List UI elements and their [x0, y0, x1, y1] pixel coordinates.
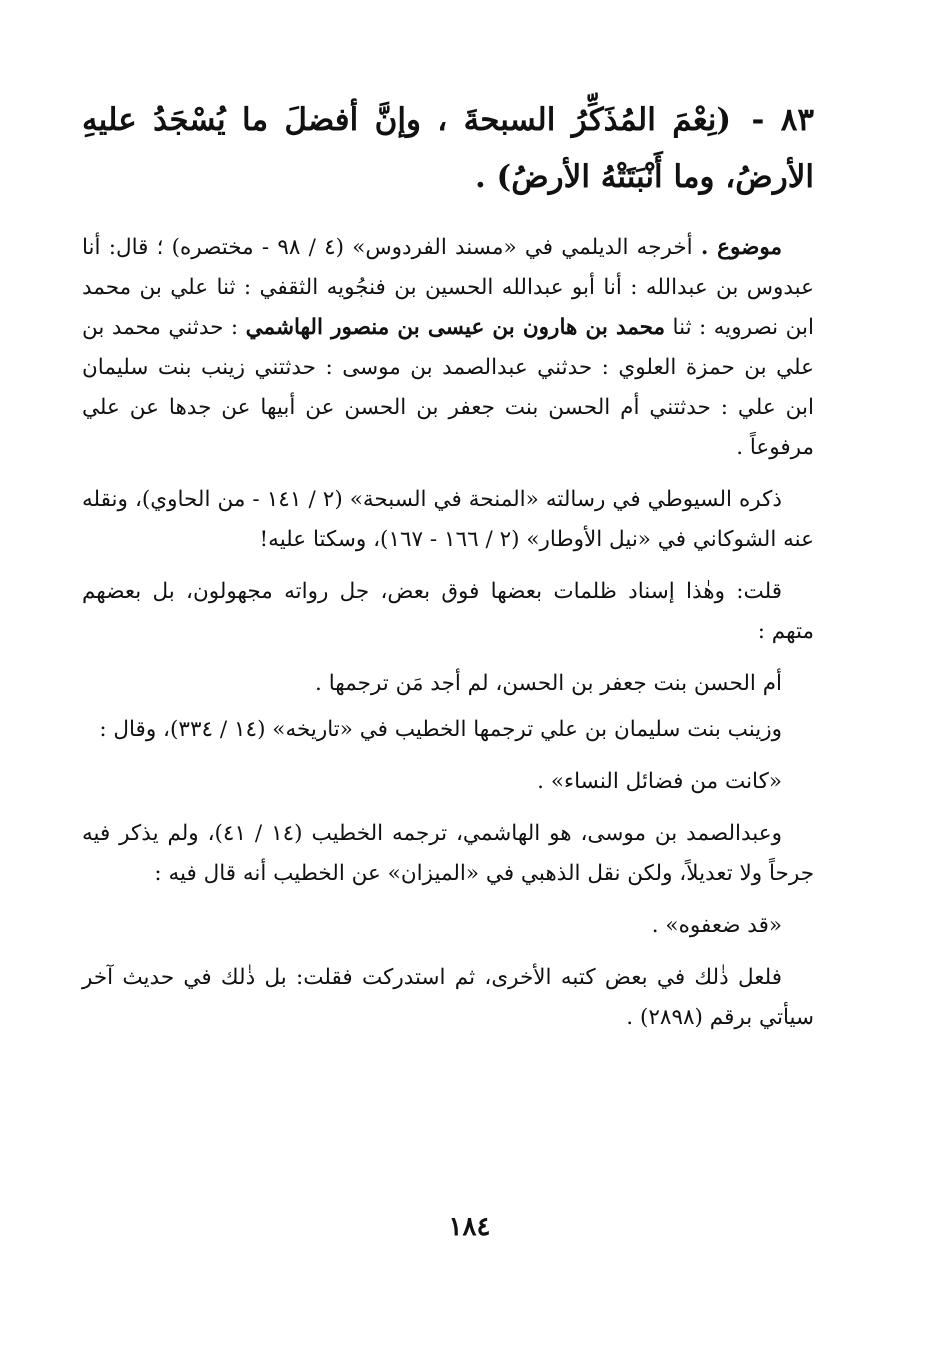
- paragraph-conclusion: فلعل ذٰلك في بعض كتبه الأخرى، ثم استدركت فقلت: بل ذٰلك في حديث آخر سيأتي برقم (٢٨٩٨) .: [82, 965, 814, 1030]
- paragraph-text: : حدثني محمد بن علي بن حمزة العلوي : حدثني عبدالصمد بن موسى : حدثتني زينب بنت سليمان ابن علي : حدثتني أم الحسن بنت جعفر بن الحسن عن أبيها عن جدها عن علي مرفوعاً .: [82, 315, 814, 460]
- paragraph-verdict: [82, 228, 814, 468]
- hadith-text: (نِعْمَ المُذَكِّرُ السبحةَ ، وإنَّ أفضلَ ما يُسْجَدُ عليهِ الأرضُ، وما أَنْبَتَتْهُ الأرضُ) .: [82, 102, 814, 195]
- paragraph-narrator-2: وزينب بنت سليمان بن علي ترجمها الخطيب في «تاريخه» (١٤ / ٣٣٤)، وقال :: [99, 717, 782, 742]
- hadith-heading: [82, 92, 814, 206]
- hadith-number: ٨٣ -: [751, 102, 815, 138]
- quote-1: «كانت من فضائل النساء» .: [537, 769, 782, 794]
- page-number: ١٨٤: [448, 1212, 491, 1242]
- paragraph-text: أخرجه الديلمي في «مسند الفردوس» (٤ / ٩٨ - مختصره) ؛ قال: أنا عبدوس بن عبدالله : أنا أبو عبدالله الحسين بن فنجُويه الثقفي : ثنا علي بن محمد ابن نصرويه : ثنا: [82, 235, 814, 340]
- narrator-name-bold: محمد بن هارون بن عيسى بن منصور الهاشمي: [245, 315, 666, 340]
- quote-2: «قد ضعفوه» .: [651, 913, 782, 938]
- paragraph-narrator-3: وعبدالصمد بن موسى، هو الهاشمي، ترجمه الخطيب (١٤ / ٤١)، ولم يذكر فيه جرحاً ولا تعديلاً، ولكن نقل الذهبي في «الميزان» عن الخطيب أنه قال فيه :: [82, 821, 814, 886]
- paragraph-criticism: قلت: وهٰذا إسناد ظلمات بعضها فوق بعض، جل رواته مجهولون، بل بعضهم متهم :: [82, 579, 814, 644]
- paragraph-sources: ذكره السيوطي في رسالته «المنحة في السبحة» (٢ / ١٤١ - من الحاوي)، ونقله عنه الشوكاني في «نيل الأوطار» (٢ / ١٦٦ - ١٦٧)، وسكتا عليه!: [82, 487, 814, 552]
- paragraph-narrator-1: أم الحسن بنت جعفر بن الحسن، لم أجد مَن ترجمها .: [315, 671, 782, 696]
- verdict-label: موضوع .: [700, 235, 782, 260]
